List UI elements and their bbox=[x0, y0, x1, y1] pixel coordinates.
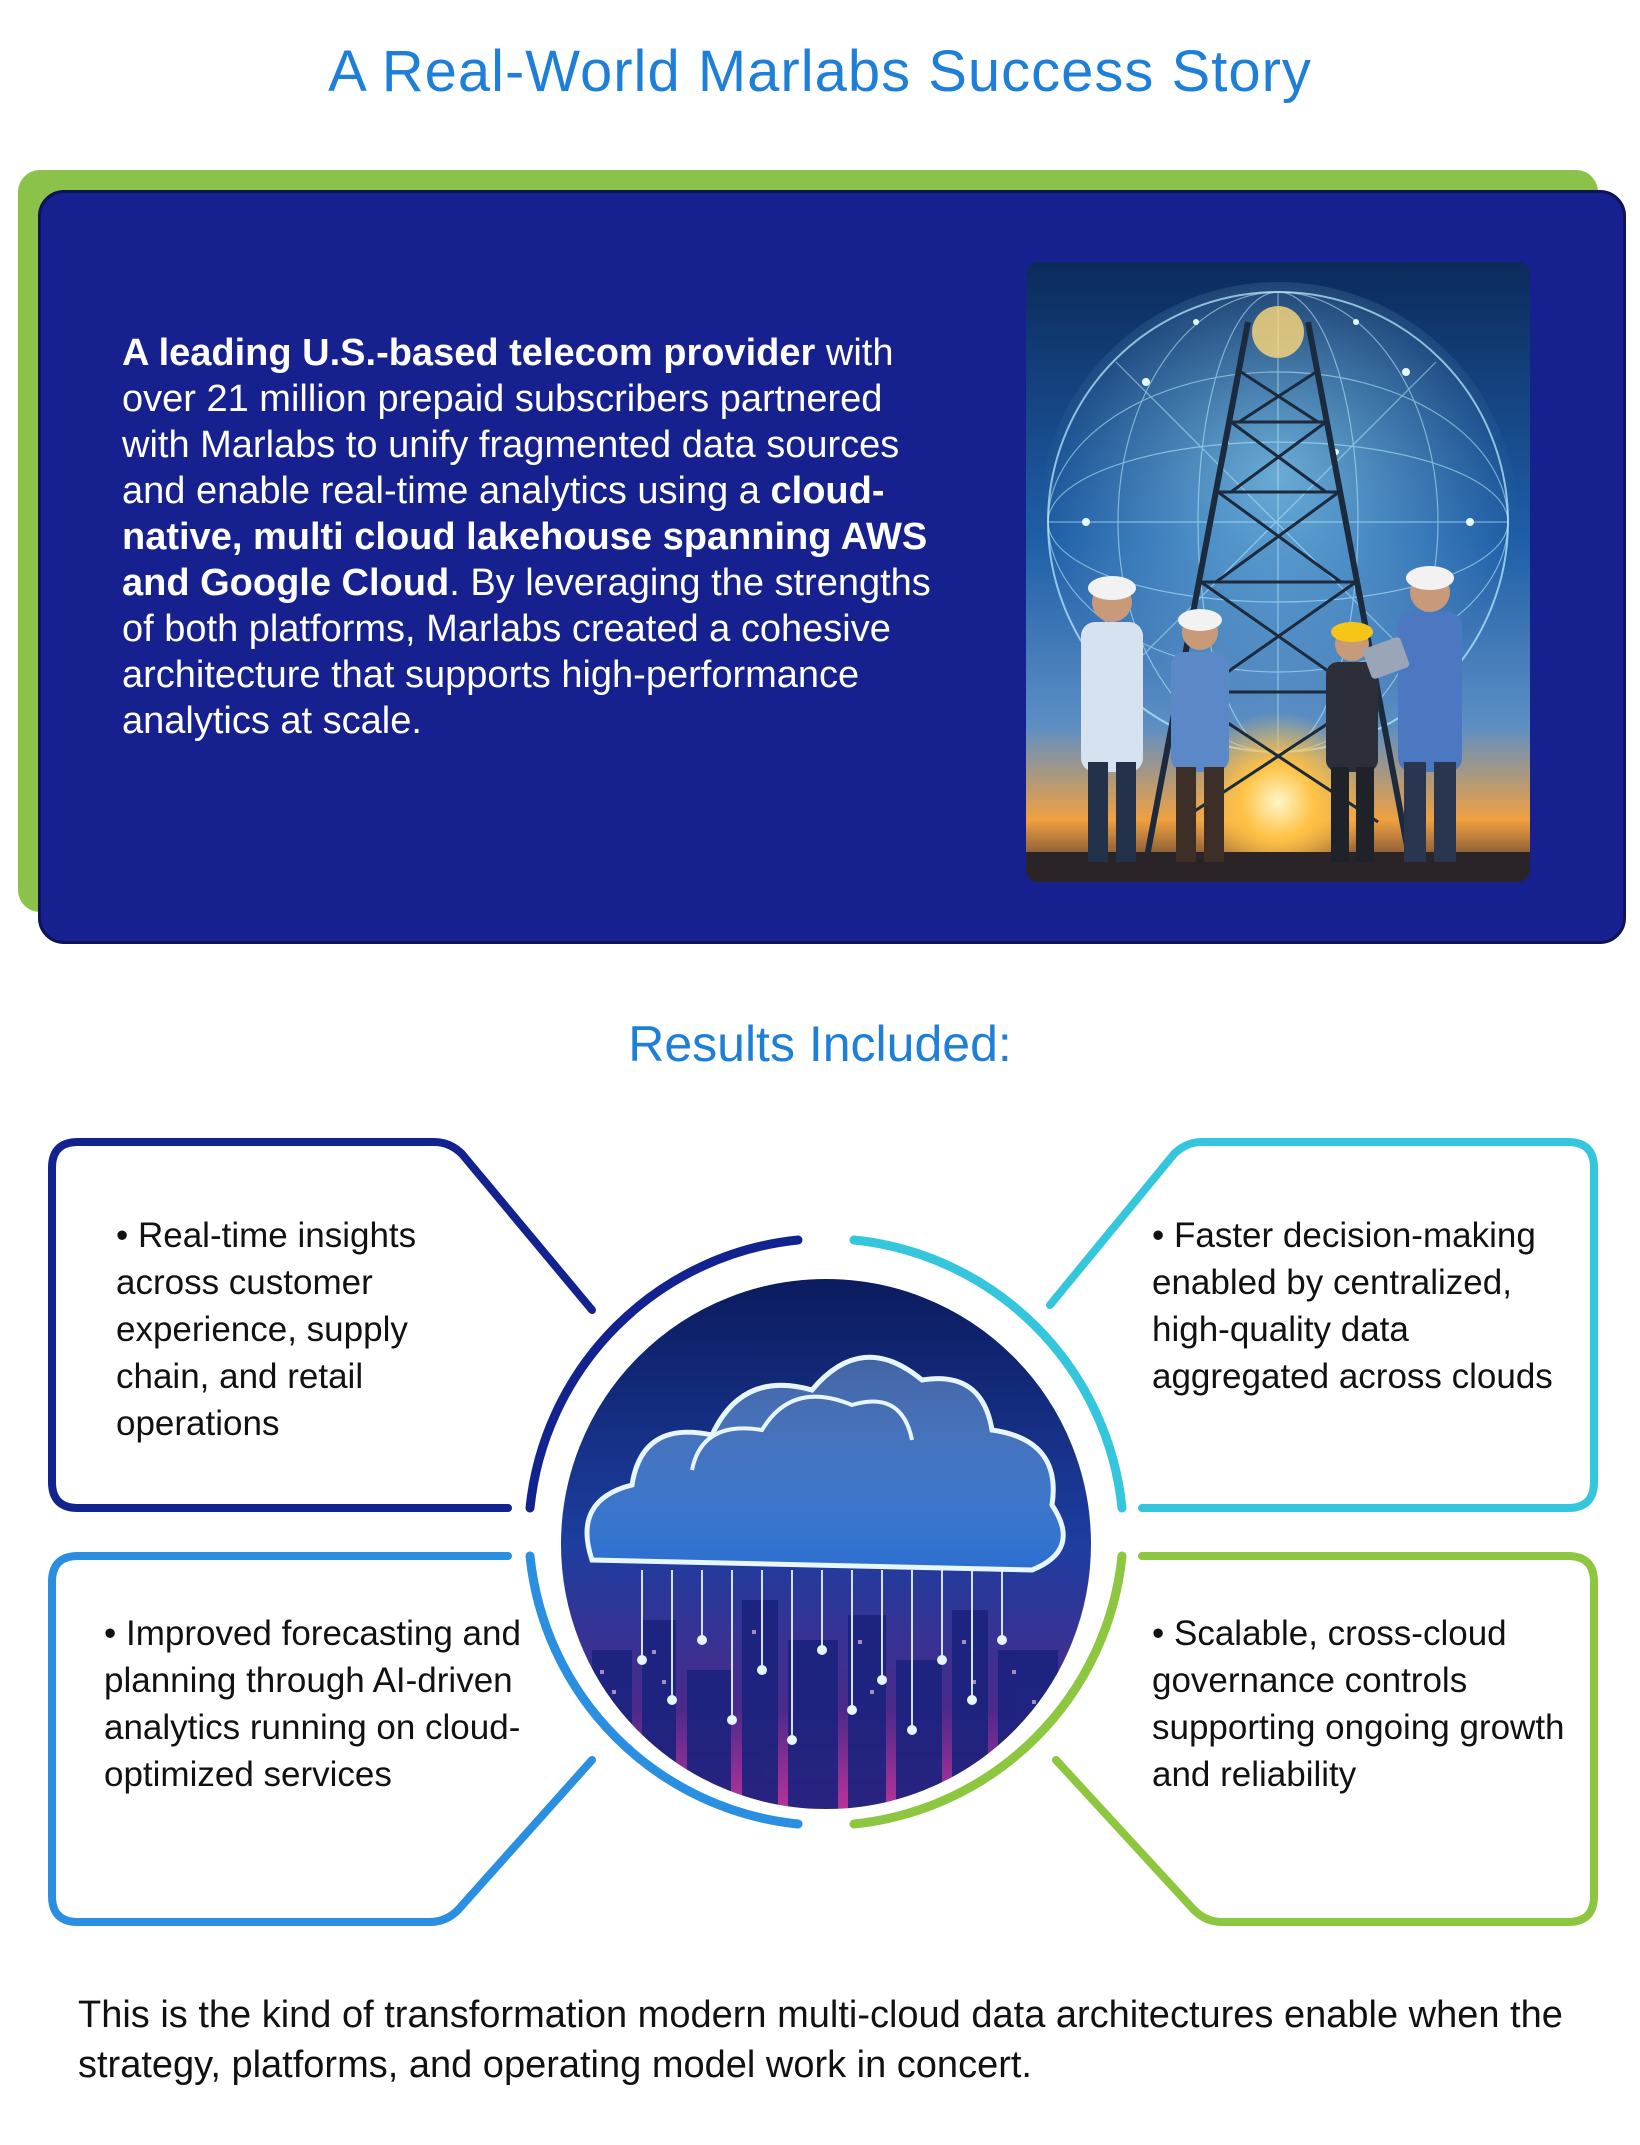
result-item-scalable-governance: • Scalable, cross-cloud governance controls supporting ongoing growth and reliability bbox=[1152, 1614, 1565, 1794]
story-bold-2: cloud-native, multi cloud lakehouse spanning AWS and Google Cloud bbox=[122, 470, 928, 604]
story-text-1: with over 21 million prepaid subscribers partnered with Marlabs to unify fragmented data sources and enable real-time analytics using a bbox=[122, 332, 900, 512]
result-item-improved-forecasting: • Improved forecasting and planning through AI-driven analytics running on cloud-optimized services bbox=[104, 1614, 521, 1794]
story-text-2: . By leveraging the strengths of both platforms, Marlabs created a cohesive architecture that supports high-performance analytics at scale. bbox=[122, 562, 931, 742]
results-title: Results Included: bbox=[628, 1016, 1012, 1072]
result-item-realtime-insights: • Real-time insights across customer experience, supply chain, and retail operations bbox=[116, 1216, 417, 1443]
cloud-city-illustration bbox=[552, 1270, 1100, 1818]
result-item-faster-decisions: • Faster decision-making enabled by centralized, high-quality data aggregated across clouds bbox=[1152, 1216, 1553, 1396]
story-bold-1: A leading U.S.-based telecom provider bbox=[122, 332, 816, 374]
closing-paragraph: This is the kind of transformation modern multi-cloud data architectures enable when the strategy, platforms, and operating model work in concert. bbox=[78, 1994, 1563, 2086]
page-title: A Real-World Marlabs Success Story bbox=[328, 39, 1312, 104]
